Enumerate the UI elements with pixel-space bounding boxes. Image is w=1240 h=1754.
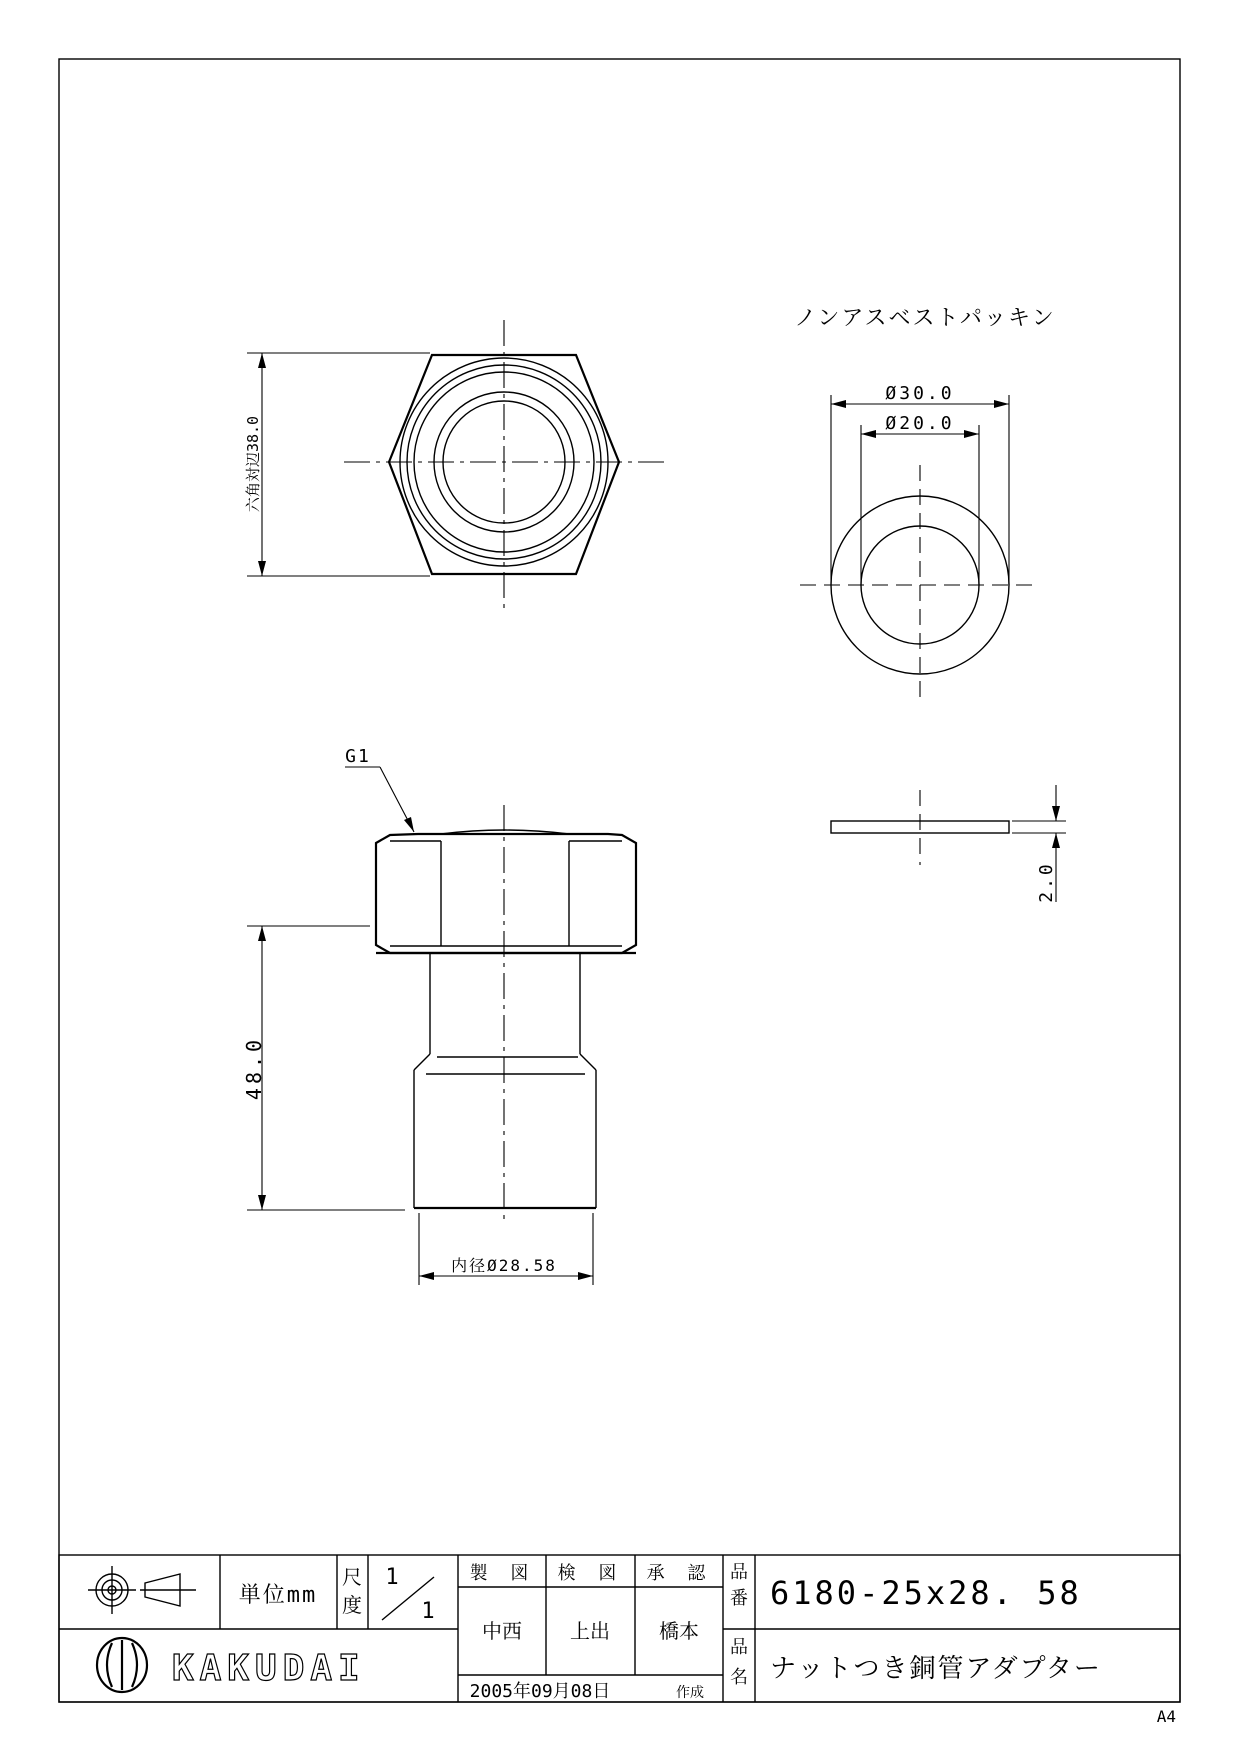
gasket-outer-dia-label: Ø30.0 xyxy=(885,383,955,404)
part-name: ナットつき銅管アダプター xyxy=(770,1654,1102,1684)
scale-label-2: 度 xyxy=(342,1593,362,1617)
gasket-thickness-label: 2.0 xyxy=(1036,861,1057,903)
checked-by: 上出 xyxy=(570,1619,610,1643)
height-label: 48.0 xyxy=(242,1035,266,1101)
drawn-by: 中西 xyxy=(482,1619,522,1643)
adapter-side-view xyxy=(242,746,636,1285)
scale-label-1: 尺 xyxy=(342,1565,362,1589)
hex-nut-top-view xyxy=(244,320,664,608)
part-no-label-2: 番 xyxy=(730,1588,748,1609)
part-number: 6180-25x28. 58 xyxy=(770,1574,1082,1612)
scale-numerator: 1 xyxy=(385,1565,399,1590)
company-name: KAKUDAI xyxy=(172,1648,366,1689)
gasket-side-view xyxy=(831,785,1066,903)
sheet-size: A4 xyxy=(1156,1707,1176,1726)
kakudai-logo xyxy=(97,1638,366,1692)
date: 2005年09月08日 xyxy=(469,1681,611,1702)
part-no-label-1: 品 xyxy=(730,1562,748,1583)
inner-dia-label: 内径Ø28.58 xyxy=(451,1256,557,1275)
part-name-label-2: 名 xyxy=(730,1667,748,1688)
gasket-title: ノンアスベストパッキン xyxy=(794,306,1056,331)
part-name-label-1: 品 xyxy=(730,1637,748,1658)
created-label: 作成 xyxy=(676,1685,704,1701)
approved-label: 承 認 xyxy=(646,1563,712,1584)
title-block xyxy=(59,1555,1180,1702)
gasket-top-view xyxy=(794,306,1056,705)
thread-label: G1 xyxy=(345,746,371,767)
gasket-inner-dia-label: Ø20.0 xyxy=(885,413,955,434)
scale-denominator: 1 xyxy=(421,1599,435,1624)
unit-label: 単位mm xyxy=(238,1583,318,1608)
drawn-label: 製 図 xyxy=(469,1563,535,1584)
approved-by: 橋本 xyxy=(659,1619,699,1643)
third-angle-projection-icon xyxy=(88,1566,196,1614)
checked-label: 検 図 xyxy=(557,1563,623,1584)
hex-across-flats-label: 六角対辺38.0 xyxy=(244,415,262,513)
